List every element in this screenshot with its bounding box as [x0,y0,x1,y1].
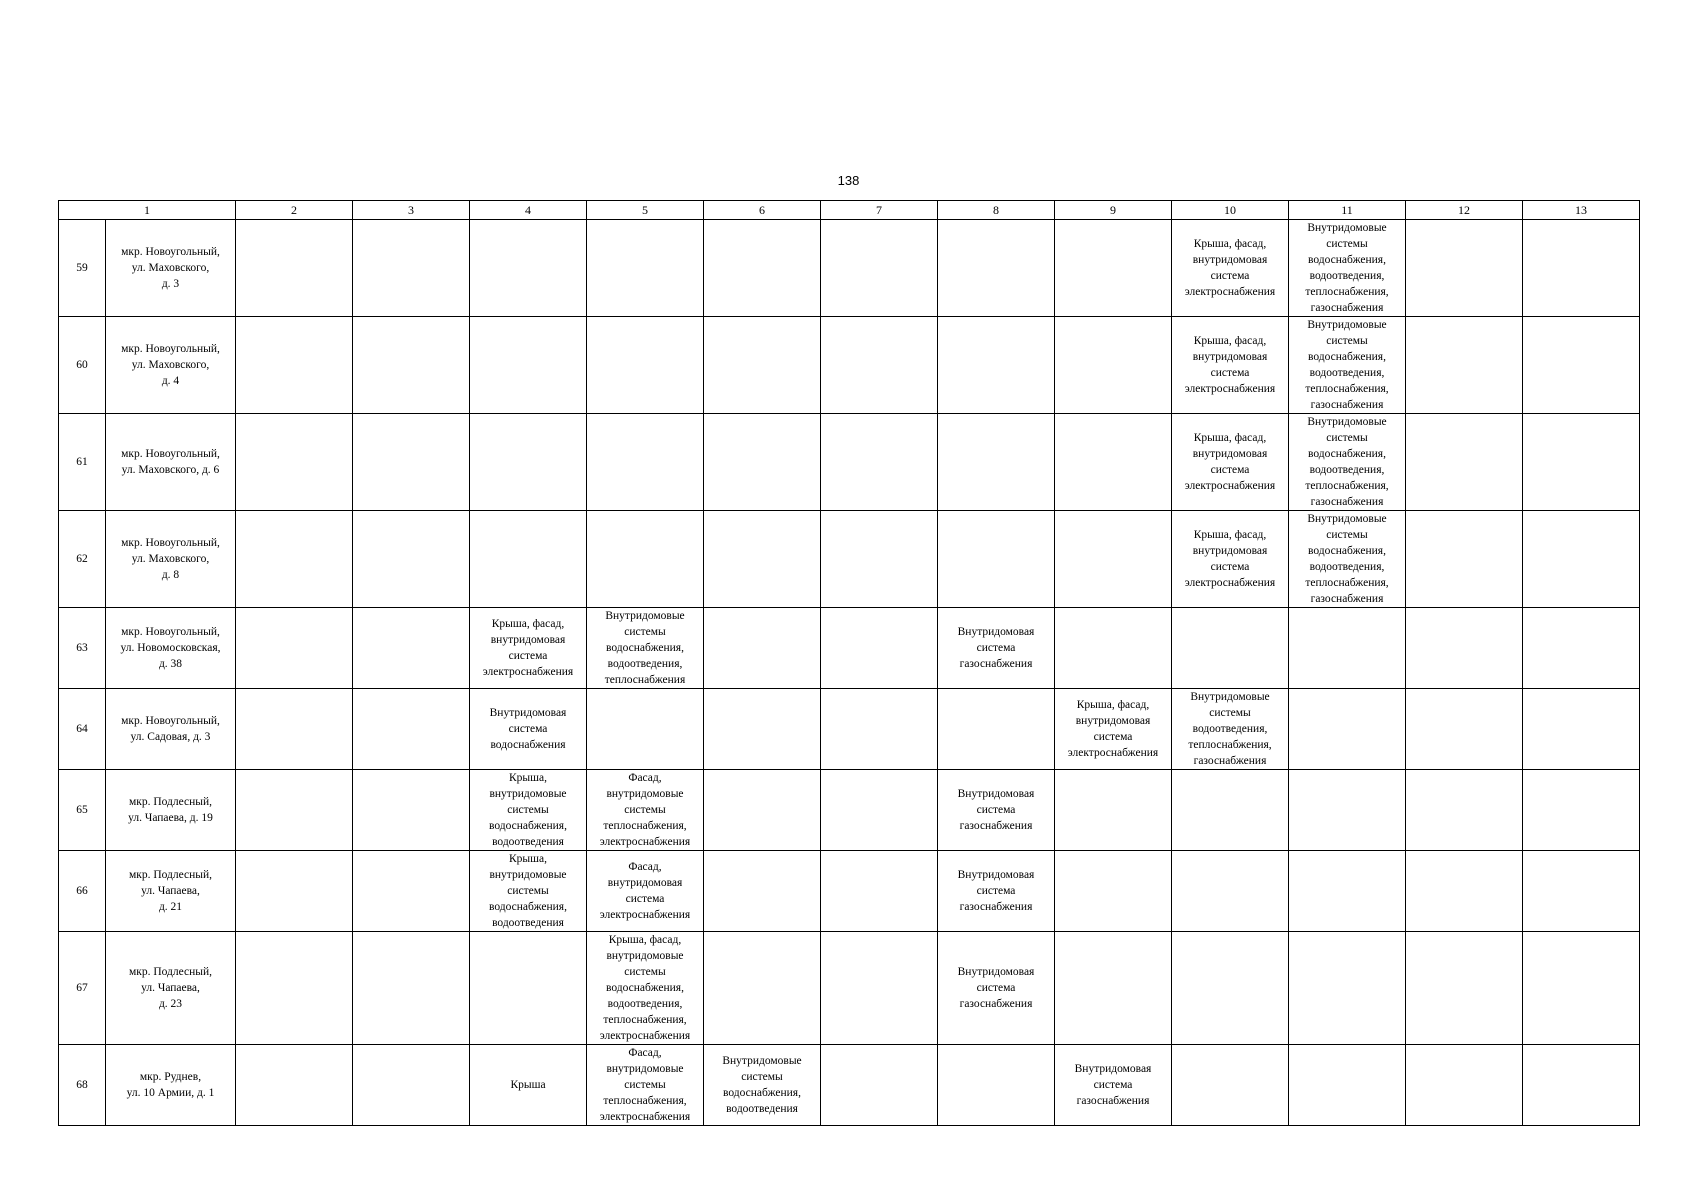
work-cell-col-5: Внутридомовые системы водоснабжения, водоотведения, теплоснабжения [587,608,704,689]
work-cell-col-7 [821,770,938,851]
work-cell-col-8: Внутридомовая система газоснабжения [938,851,1055,932]
page-number: 138 [837,173,860,188]
work-cell-col-6 [704,851,821,932]
work-cell-col-12 [1406,414,1523,511]
table-row [59,220,1640,317]
work-cell-col-13 [1523,689,1640,770]
row-number: 65 [59,770,106,851]
work-cell-col-6 [704,932,821,1045]
work-cell-col-7 [821,689,938,770]
work-cell-col-9 [1055,851,1172,932]
column-header-13: 13 [1523,201,1640,220]
address-cell: мкр. Руднев, ул. 10 Армии, д. 1 [106,1045,236,1126]
column-header-1: 1 [59,201,236,220]
work-cell-col-11: Внутридомовые системы водоснабжения, водоотведения, теплоснабжения, газоснабжения [1289,414,1406,511]
repair-schedule-table [58,200,1640,1126]
work-cell-col-5 [587,220,704,317]
work-cell-col-10 [1172,932,1289,1045]
work-cell-col-2 [236,511,353,608]
work-cell-col-10: Внутридомовые системы водоотведения, теплоснабжения, газоснабжения [1172,689,1289,770]
work-cell-col-9 [1055,414,1172,511]
work-cell-col-8 [938,317,1055,414]
address-cell: мкр. Новоугольный, ул. Маховского, д. 6 [106,414,236,511]
work-cell-col-10 [1172,608,1289,689]
work-cell-col-7 [821,220,938,317]
work-cell-col-5 [587,511,704,608]
work-cell-col-9: Крыша, фасад, внутридомовая система электроснабжения [1055,689,1172,770]
work-cell-col-11 [1289,770,1406,851]
work-cell-col-8: Внутридомовая система газоснабжения [938,770,1055,851]
column-header-2: 2 [236,201,353,220]
work-cell-col-4 [470,220,587,317]
column-header-9: 9 [1055,201,1172,220]
work-cell-col-9 [1055,317,1172,414]
work-cell-col-13 [1523,511,1640,608]
work-cell-col-11 [1289,851,1406,932]
table-row [59,851,1640,932]
address-cell: мкр. Новоугольный, ул. Садовая, д. 3 [106,689,236,770]
work-cell-col-8 [938,220,1055,317]
work-cell-col-4 [470,511,587,608]
work-cell-col-5 [587,317,704,414]
column-header-8: 8 [938,201,1055,220]
work-cell-col-6 [704,689,821,770]
work-cell-col-2 [236,1045,353,1126]
work-cell-col-13 [1523,414,1640,511]
work-cell-col-11: Внутридомовые системы водоснабжения, водоотведения, теплоснабжения, газоснабжения [1289,220,1406,317]
work-cell-col-10 [1172,770,1289,851]
work-cell-col-7 [821,511,938,608]
work-cell-col-11: Внутридомовые системы водоснабжения, водоотведения, теплоснабжения, газоснабжения [1289,511,1406,608]
work-cell-col-3 [353,511,470,608]
work-cell-col-3 [353,932,470,1045]
work-cell-col-13 [1523,317,1640,414]
address-cell: мкр. Подлесный, ул. Чапаева, д. 23 [106,932,236,1045]
work-cell-col-7 [821,414,938,511]
work-cell-col-6 [704,414,821,511]
work-cell-col-7 [821,932,938,1045]
work-cell-col-5: Фасад, внутридомовые системы теплоснабжения, электроснабжения [587,1045,704,1126]
work-cell-col-11 [1289,932,1406,1045]
work-cell-col-9: Внутридомовая система газоснабжения [1055,1045,1172,1126]
table-row [59,932,1640,1045]
work-cell-col-8: Внутридомовая система газоснабжения [938,608,1055,689]
row-number: 66 [59,851,106,932]
work-cell-col-11: Внутридомовые системы водоснабжения, водоотведения, теплоснабжения, газоснабжения [1289,317,1406,414]
work-cell-col-4 [470,317,587,414]
work-cell-col-4 [470,414,587,511]
work-cell-col-13 [1523,851,1640,932]
work-cell-col-3 [353,1045,470,1126]
work-cell-col-8 [938,1045,1055,1126]
address-cell: мкр. Подлесный, ул. Чапаева, д. 19 [106,770,236,851]
table-row [59,770,1640,851]
work-cell-col-10 [1172,1045,1289,1126]
table-row [59,414,1640,511]
work-cell-col-13 [1523,220,1640,317]
work-cell-col-7 [821,1045,938,1126]
work-cell-col-4: Крыша, фасад, внутридомовая система электроснабжения [470,608,587,689]
work-cell-col-6: Внутридомовые системы водоснабжения, водоотведения [704,1045,821,1126]
work-cell-col-10: Крыша, фасад, внутридомовая система электроснабжения [1172,317,1289,414]
work-cell-col-13 [1523,1045,1640,1126]
work-cell-col-8: Внутридомовая система газоснабжения [938,932,1055,1045]
address-cell: мкр. Новоугольный, ул. Новомосковская, д. 38 [106,608,236,689]
work-cell-col-7 [821,317,938,414]
row-number: 64 [59,689,106,770]
work-cell-col-3 [353,689,470,770]
work-cell-col-3 [353,851,470,932]
work-cell-col-9 [1055,511,1172,608]
work-cell-col-6 [704,770,821,851]
work-cell-col-7 [821,851,938,932]
work-cell-col-13 [1523,608,1640,689]
table-row [59,608,1640,689]
row-number: 60 [59,317,106,414]
work-cell-col-4: Крыша, внутридомовые системы водоснабжения, водоотведения [470,770,587,851]
work-cell-col-5 [587,414,704,511]
column-header-11: 11 [1289,201,1406,220]
row-number: 63 [59,608,106,689]
column-header-4: 4 [470,201,587,220]
work-cell-col-2 [236,770,353,851]
work-cell-col-3 [353,608,470,689]
column-header-7: 7 [821,201,938,220]
column-number-header-row [59,201,1640,220]
work-cell-col-11 [1289,608,1406,689]
work-cell-col-9 [1055,220,1172,317]
work-cell-col-9 [1055,770,1172,851]
work-cell-col-5: Фасад, внутридомовая система электроснабжения [587,851,704,932]
column-header-10: 10 [1172,201,1289,220]
work-cell-col-13 [1523,770,1640,851]
work-cell-col-12 [1406,932,1523,1045]
work-cell-col-12 [1406,770,1523,851]
address-cell: мкр. Новоугольный, ул. Маховского, д. 8 [106,511,236,608]
work-cell-col-13 [1523,932,1640,1045]
work-cell-col-6 [704,220,821,317]
row-number: 68 [59,1045,106,1126]
work-cell-col-10: Крыша, фасад, внутридомовая система электроснабжения [1172,414,1289,511]
work-cell-col-11 [1289,1045,1406,1126]
work-cell-col-7 [821,608,938,689]
address-cell: мкр. Новоугольный, ул. Маховского, д. 4 [106,317,236,414]
table-row [59,1045,1640,1126]
row-number: 62 [59,511,106,608]
column-header-12: 12 [1406,201,1523,220]
work-cell-col-3 [353,414,470,511]
table-row [59,317,1640,414]
column-header-5: 5 [587,201,704,220]
row-number: 61 [59,414,106,511]
work-cell-col-8 [938,414,1055,511]
row-number: 59 [59,220,106,317]
table-body [59,220,1640,1126]
work-cell-col-6 [704,608,821,689]
work-cell-col-5: Фасад, внутридомовые системы теплоснабжения, электроснабжения [587,770,704,851]
row-number: 67 [59,932,106,1045]
work-cell-col-4: Крыша, внутридомовые системы водоснабжения, водоотведения [470,851,587,932]
work-cell-col-2 [236,220,353,317]
work-cell-col-12 [1406,220,1523,317]
address-cell: мкр. Новоугольный, ул. Маховского, д. 3 [106,220,236,317]
work-cell-col-10 [1172,851,1289,932]
work-cell-col-12 [1406,689,1523,770]
column-header-3: 3 [353,201,470,220]
work-cell-col-9 [1055,932,1172,1045]
column-header-6: 6 [704,201,821,220]
work-cell-col-6 [704,511,821,608]
work-cell-col-4 [470,932,587,1045]
work-cell-col-8 [938,689,1055,770]
work-cell-col-10: Крыша, фасад, внутридомовая система электроснабжения [1172,220,1289,317]
table-row [59,689,1640,770]
work-cell-col-2 [236,414,353,511]
table-row [59,511,1640,608]
work-cell-col-12 [1406,1045,1523,1126]
work-cell-col-10: Крыша, фасад, внутридомовая система электроснабжения [1172,511,1289,608]
work-cell-col-12 [1406,851,1523,932]
work-cell-col-12 [1406,511,1523,608]
work-cell-col-12 [1406,317,1523,414]
work-cell-col-5 [587,689,704,770]
work-cell-col-2 [236,608,353,689]
work-cell-col-9 [1055,608,1172,689]
work-cell-col-3 [353,770,470,851]
work-cell-col-3 [353,220,470,317]
work-cell-col-6 [704,317,821,414]
work-cell-col-8 [938,511,1055,608]
work-cell-col-11 [1289,689,1406,770]
work-cell-col-2 [236,851,353,932]
work-cell-col-12 [1406,608,1523,689]
work-cell-col-5: Крыша, фасад, внутридомовые системы водоснабжения, водоотведения, теплоснабжения, электроснабжения [587,932,704,1045]
address-cell: мкр. Подлесный, ул. Чапаева, д. 21 [106,851,236,932]
work-cell-col-2 [236,689,353,770]
work-cell-col-4: Крыша [470,1045,587,1126]
work-cell-col-4: Внутридомовая система водоснабжения [470,689,587,770]
work-cell-col-2 [236,317,353,414]
work-cell-col-3 [353,317,470,414]
work-cell-col-2 [236,932,353,1045]
